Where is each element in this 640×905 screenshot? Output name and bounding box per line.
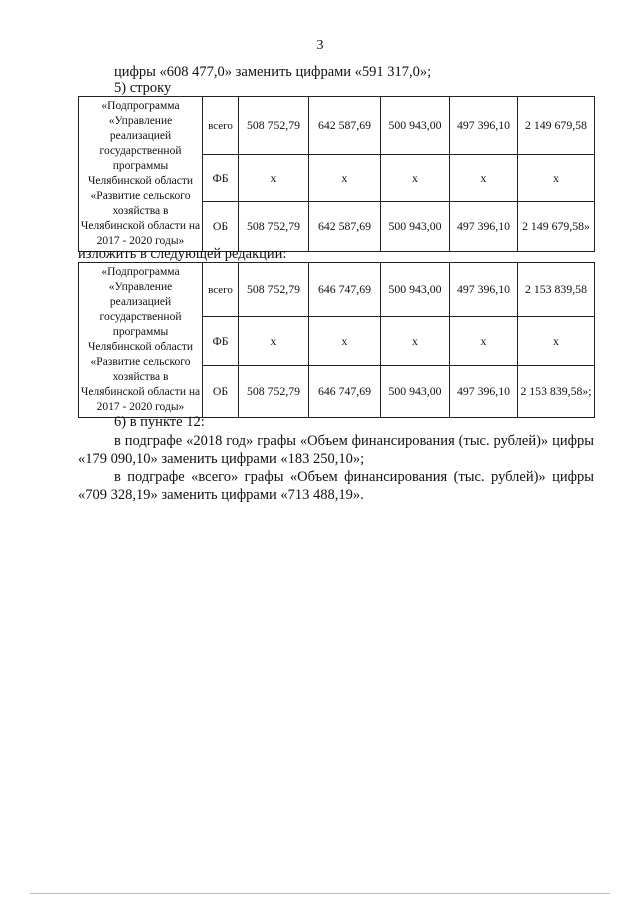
value-cell: 642 587,69 (309, 97, 381, 155)
value-cell: 497 396,10 (450, 365, 518, 417)
table-old-version (78, 96, 595, 252)
value-cell: x (450, 155, 518, 202)
text-line-item-5: 5) строку (114, 80, 172, 96)
table-row (79, 97, 595, 155)
value-cell: x (518, 155, 595, 202)
table-row (79, 263, 595, 317)
value-cell: x (309, 317, 381, 365)
row-label-cell: ФБ (203, 317, 239, 365)
row-label-cell: ОБ (203, 202, 239, 252)
value-cell: x (381, 317, 450, 365)
value-cell: 497 396,10 (450, 202, 518, 252)
value-cell: x (239, 155, 309, 202)
value-cell: 646 747,69 (309, 263, 381, 317)
value-cell: 500 943,00 (381, 365, 450, 417)
value-cell: x (239, 317, 309, 365)
text-line-item-6: 6) в пункте 12: (114, 414, 205, 430)
value-cell: 508 752,79 (239, 365, 309, 417)
value-cell: 646 747,69 (309, 365, 381, 417)
row-label-cell: ФБ (203, 155, 239, 202)
paragraph-total-replacement (78, 468, 594, 504)
value-cell: 508 752,79 (239, 97, 309, 155)
value-cell: x (518, 317, 595, 365)
value-cell: 500 943,00 (381, 202, 450, 252)
value-cell: 642 587,69 (309, 202, 381, 252)
value-cell: 500 943,00 (381, 263, 450, 317)
value-cell: x (381, 155, 450, 202)
paragraph-2018-replacement (78, 432, 594, 468)
value-cell: 2 149 679,58 (518, 97, 595, 155)
paragraph-text: в подграфе «всего» графы «Объем финансирования (тыс. рублей)» цифры «709 328,19» заменить цифрами «713 488,19». (78, 469, 594, 503)
table-new-version (78, 262, 595, 418)
value-cell: x (450, 317, 518, 365)
page-bottom-edge (30, 893, 610, 894)
subprogram-name-cell: «Подпрограмма «Управление реализацией государственной программы Челябинской области «Развитие сельского хозяйства в Челябинской области на 2017 - 2020 годы» (79, 97, 203, 252)
text-line-replace-figures: цифры «608 477,0» заменить цифрами «591 317,0»; (114, 64, 432, 80)
value-cell: 497 396,10 (450, 97, 518, 155)
page-number: 3 (316, 38, 324, 53)
row-label-cell: ОБ (203, 365, 239, 417)
value-cell: 2 153 839,58 (518, 263, 595, 317)
value-cell: 497 396,10 (450, 263, 518, 317)
value-cell: 2 149 679,58» (518, 202, 595, 252)
value-cell: x (309, 155, 381, 202)
row-label-cell: всего (203, 97, 239, 155)
paragraph-text: в подграфе «2018 год» графы «Объем финансирования (тыс. рублей)» цифры «179 090,10» заменить цифрами «183 250,10»; (78, 433, 594, 467)
value-cell: 2 153 839,58»; (518, 365, 595, 417)
value-cell: 500 943,00 (381, 97, 450, 155)
row-label-cell: всего (203, 263, 239, 317)
value-cell: 508 752,79 (239, 263, 309, 317)
value-cell: 508 752,79 (239, 202, 309, 252)
text-line-new-edition: изложить в следующей редакции: (78, 246, 287, 262)
subprogram-name-cell: «Подпрограмма «Управление реализацией государственной программы Челябинской области «Развитие сельского хозяйства в Челябинской области на 2017 - 2020 годы» (79, 263, 203, 418)
